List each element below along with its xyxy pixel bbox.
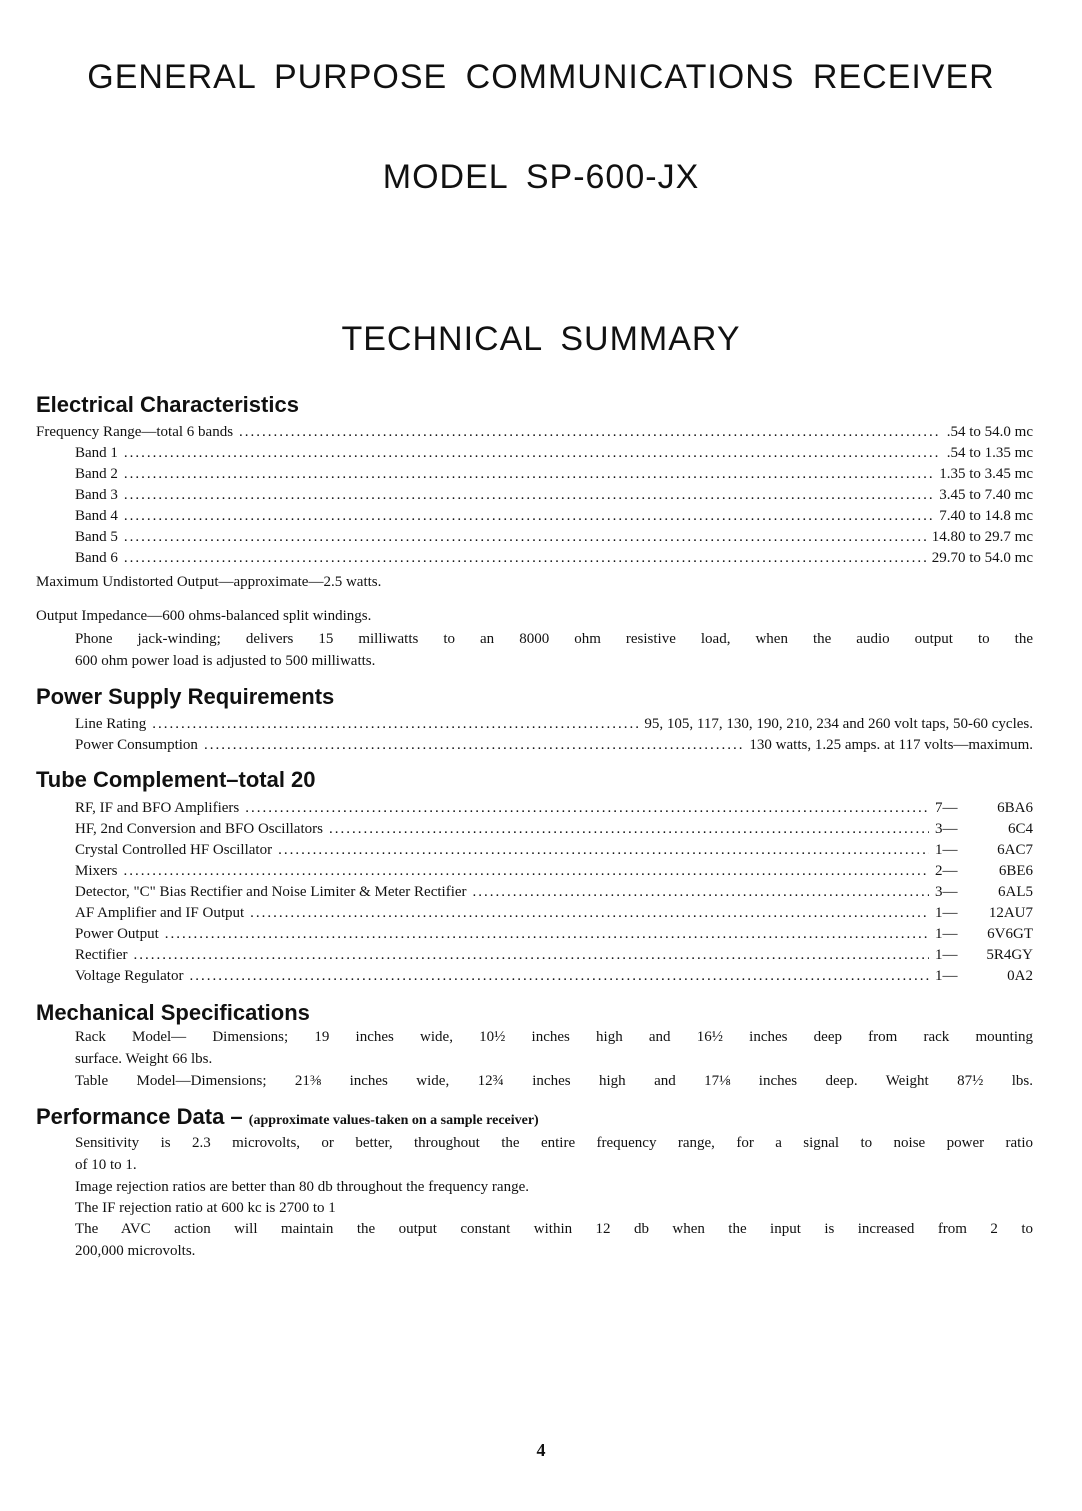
tube-label: Mixers [75,863,118,879]
performance-note: (approximate values-taken on a sample receiver) [248,1113,539,1128]
performance-title: Performance Data – [36,1104,243,1129]
frequency-range-row [36,424,1033,445]
tube-row [75,968,1033,989]
tube-qty: 3— [935,821,958,837]
tube-row [75,800,1033,821]
band-row [75,445,1033,466]
tube-label: RF, IF and BFO Amplifiers [75,800,240,816]
tube-label: Voltage Regulator [75,968,184,984]
band-row [75,487,1033,508]
tube-qty: 1— [935,926,958,942]
band-row [75,508,1033,529]
tube-label: HF, 2nd Conversion and BFO Oscillators [75,821,323,837]
tube-qty: 1— [935,968,958,984]
power-consumption-row [75,737,1033,758]
power-consumption-label: Power Consumption [75,737,198,753]
band-value: .54 to 1.35 mc [946,445,1033,461]
sensitivity-text-2: of 10 to 1. [75,1157,137,1173]
mechanical-heading: Mechanical Specifications [36,1000,310,1025]
tube-label: Detector, "C" Bias Rectifier and Noise Limiter & Meter Rectifier [75,884,467,900]
tube-row [75,821,1033,842]
power-heading: Power Supply Requirements [36,684,335,709]
tube-qty: 2— [935,863,958,879]
sensitivity-text-1: Sensitivity is 2.3 microvolts, or better, throughout the entire frequency range, for a signal to noise power ratio [75,1135,1033,1151]
tube-row [75,947,1033,968]
frequency-range-value: .54 to 54.0 mc [946,424,1033,440]
tube-row [75,905,1033,926]
tube-row [75,842,1033,863]
tube-label: Rectifier [75,947,128,963]
tube-type: 6V6GT [987,926,1033,942]
tube-qty: 3— [935,884,958,900]
output-impedance-text: Output Impedance—600 ohms-balanced split windings. [36,608,372,624]
band-label: Band 3 [75,487,118,503]
if-rejection-text: The IF rejection ratio at 600 kc is 2700 to 1 [75,1200,336,1216]
tube-row [75,884,1033,905]
phone-jack-text-1: Phone jack-winding; delivers 15 milliwatts to an 8000 ohm resistive load, when the audio output to the [75,631,1033,647]
tube-heading: Tube Complement–total 20 [36,767,316,792]
tube-type: 6AL5 [998,884,1033,900]
band-value: 3.45 to 7.40 mc [939,487,1033,503]
rack-model-text-2: surface. Weight 66 lbs. [75,1051,213,1067]
tube-type: 12AU7 [988,905,1033,921]
tube-label: Power Output [75,926,159,942]
line-rating-value: 95, 105, 117, 130, 190, 210, 234 and 260 volt taps, 50-60 cycles. [644,716,1033,732]
page-number: 4 [536,1440,546,1460]
phone-jack-text-2: 600 ohm power load is adjusted to 500 milliwatts. [75,653,376,669]
power-consumption-value: 130 watts, 1.25 amps. at 117 volts—maximum. [749,737,1033,753]
band-row [75,529,1033,550]
summary-title: TECHNICAL SUMMARY [341,320,741,358]
band-label: Band 5 [75,529,118,545]
max-output-text: Maximum Undistorted Output—approximate—2.5 watts. [36,574,382,590]
tube-row [75,926,1033,947]
avc-text-1: The AVC action will maintain the output constant within 12 db when the input is increased from 2 to [75,1221,1033,1237]
line-rating-label: Line Rating [75,716,147,732]
band-value: 1.35 to 3.45 mc [939,466,1033,482]
image-rejection-text: Image rejection ratios are better than 80 db throughout the frequency range. [75,1179,529,1195]
band-value: 7.40 to 14.8 mc [939,508,1033,524]
tube-type: 6C4 [1007,821,1033,837]
line-rating-row [75,716,1033,737]
table-model-text: Table Model—Dimensions; 21⅜ inches wide, 12¾ inches high and 17⅛ inches deep. Weight 87½ lbs. [75,1073,1033,1089]
avc-text-2: 200,000 microvolts. [75,1243,196,1259]
tube-label: AF Amplifier and IF Output [75,905,245,921]
tube-qty: 1— [935,905,958,921]
frequency-range-label: Frequency Range—total 6 bands [36,424,234,440]
band-label: Band 4 [75,508,118,524]
band-row [75,550,1033,571]
tube-type: 0A2 [1007,968,1033,984]
band-label: Band 1 [75,445,118,461]
electrical-heading: Electrical Characteristics [36,392,299,417]
tube-qty: 1— [935,842,958,858]
tube-label: Crystal Controlled HF Oscillator [75,842,273,858]
tube-type: 5R4GY [986,947,1033,963]
rack-model-text-1: Rack Model— Dimensions; 19 inches wide, 10½ inches high and 16½ inches deep from rack mounting [75,1029,1033,1045]
band-label: Band 6 [75,550,118,566]
band-value: 14.80 to 29.7 mc [931,529,1033,545]
band-row [75,466,1033,487]
main-title: GENERAL PURPOSE COMMUNICATIONS RECEIVER [87,58,995,96]
tube-qty: 7— [935,800,958,816]
tube-type: 6BA6 [997,800,1033,816]
tube-type: 6AC7 [997,842,1033,858]
tube-row [75,863,1033,884]
band-value: 29.70 to 54.0 mc [931,550,1033,566]
model-title: MODEL SP-600-JX [382,158,700,196]
performance-heading [36,1104,539,1130]
tube-qty: 1— [935,947,958,963]
band-label: Band 2 [75,466,118,482]
tube-type: 6BE6 [998,863,1033,879]
